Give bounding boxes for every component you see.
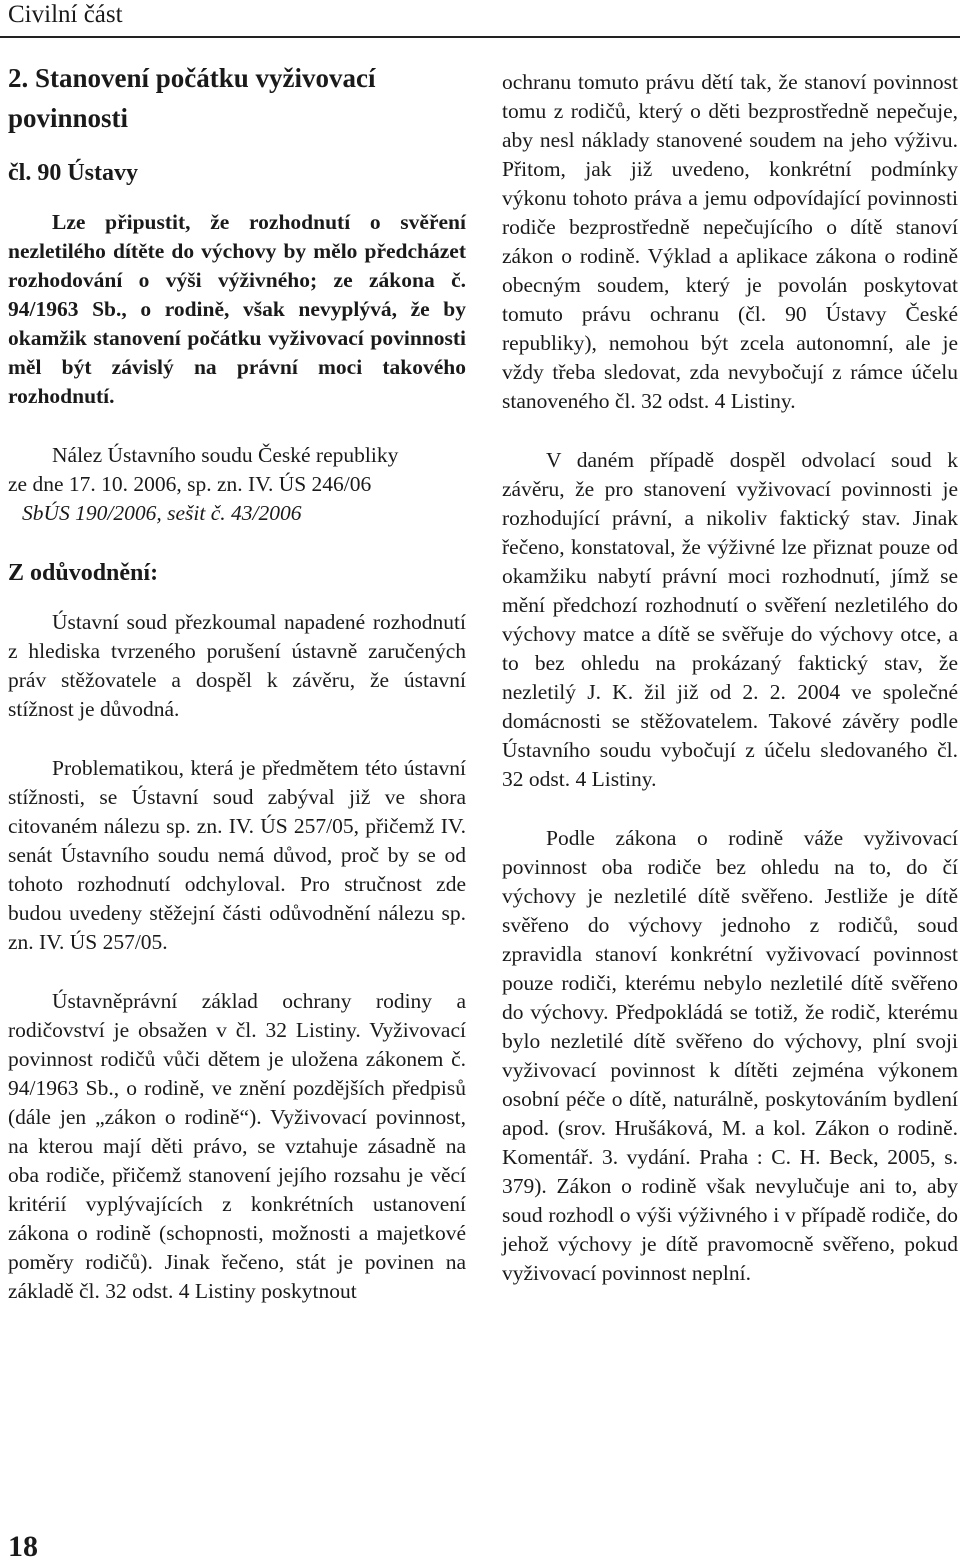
section-heading: 2. Stanovení počátku vyživovací povinnosti <box>8 63 376 133</box>
header-rule <box>0 36 960 38</box>
paragraph: Ústavněprávní základ ochrany rodiny a rodičovství je obsažen v čl. 32 Listiny. Vyživovací povinnost rodičů vůči dětem je uložena zákonem č. 94/1963 Sb., o rodině, ve znění pozdějších předpisů (dále jen „zákon o rodině“). Vyživovací povinnost, na kterou mají děti právo, se vztahuje zásadně na oba rodiče, přičemž stanovení jejího rozsahu je věcí kritérií vyplývajících z konkrétních ustanovení zákona o rodině (schopnosti, možnosti a majetkové poměry rodičů). Jinak řečeno, stát je povinen na základě čl. 32 odst. 4 Listiny poskytnout <box>8 989 466 1303</box>
page-number: 18 <box>8 1530 38 1563</box>
reasoning-heading: Z odůvodnění: <box>8 560 159 586</box>
decision-citation <box>8 441 466 528</box>
paragraph: Ústavní soud přezkoumal napadené rozhodnutí z hlediska tvrzeného porušení ústavně zaručených práv stěžovatele a dospěl k závěru, že ústavní stížnost je důvodná. <box>8 610 466 721</box>
citation-court: Nález Ústavního soudu České republiky <box>52 443 399 467</box>
left-column <box>8 58 466 1336</box>
article-reference: čl. 90 Ústavy <box>8 160 138 186</box>
paragraph: V daném případě dospěl odvolací soud k závěru, že pro stanovení vyživovací povinnosti je rozhodující právní, a nikoliv faktický stav. Jinak řečeno, konstatoval, že výživné lze přiznat pouze od okamžiku nabytí právní moci rozhodnutí, jímž se mění předchozí rozhodnutí o svěření nezletilého do výchovy matce a dítě se svěřuje do výchovy otce, a to bez ohledu na prokázaný faktický stav, že nezletilý J. K. žil již od 2. 2. 2004 ve společné domácnosti se stěžovatelem. Takové závěry podle Ústavního soudu vybočují z účelu sledovaného čl. 32 odst. 4 Listiny. <box>502 448 958 791</box>
paragraph: Problematikou, která je předmětem této ústavní stížnosti, se Ústavní soud zabýval již ve shora citovaném nálezu sp. zn. IV. ÚS 257/05, přičemž IV. senát Ústavního soudu nemá důvod, proč by se od tohoto rozhodnutí odchyloval. Pro stručnost zde budou uvedeny stěžejní části odůvodnění nálezu sp. zn. IV. ÚS 257/05. <box>8 756 466 954</box>
citation-date: ze dne 17. 10. 2006, sp. zn. IV. ÚS 246/06 <box>8 472 372 496</box>
paragraph: Podle zákona o rodině váže vyživovací povinnost oba rodiče bez ohledu na to, do čí výchovy je nezletilé dítě svěřeno. Jestliže je dítě svěřeno do výchovy jednoho z rodičů, soud zpravidla stanoví konkrétní vyživovací povinnost pouze rodiči, kterému nebylo nezletilé dítě svěřeno do výchovy. Předpokládá se totiž, že rodič, kterému bylo nezletilé dítě svěřeno do výchovy, plní svoji vyživovací povinnost k dítěti zejména výkonem osobní péče o dítě, naturálně, poskytováním bydlení apod. (srov. Hrušáková, M. a kol. Zákon o rodině. Komentář. 3. vydání. Praha : C. H. Beck, 2005, s. 379). Zákon o rodině však nevylučuje ani to, aby soud rozhodl o výši výživného i v případě rodiče, do jehož výchovy je dítě pravomocně svěřeno, pokud vyživovací povinnost neplní. <box>502 826 958 1285</box>
legal-principle: Lze připustit, že rozhodnutí o svěření nezletilého dítěte do výchovy by mělo předcházet rozhodování o výši výživného; ze zákona č. 94/1963 Sb., o rodině, však nevyplývá, že by okamžik stanovení počátku vyživovací povinnosti měl být závislý na právní moci takového rozhodnutí. <box>8 210 466 408</box>
running-header: Civilní část <box>8 1 123 28</box>
paragraph: ochranu tomuto právu dětí tak, že stanoví povinnost tomu z rodičů, který o děti bezprostředně nepečuje, aby nesl náklady stanovené soudem na jeho výživu. Přitom, jak již uvedeno, konkrétní podmínky výkonu tohoto práva a jemu odpovídající povinnosti rodiče bezprostředně nepečujícího o dítě stanoví zákon o rodině. Výklad a aplikace zákona o rodině obecným soudem, který je povolán poskytovat tomuto právu ochranu (čl. 90 Ústavy České republiky), nemohou být zcela autonomní, ale je vždy třeba sledovat, zda nevybočují z rámce účelu stanoveného čl. 32 odst. 4 Listiny. <box>502 70 958 413</box>
right-column <box>502 68 958 1318</box>
citation-collection: SbÚS 190/2006, sešit č. 43/2006 <box>22 501 302 525</box>
